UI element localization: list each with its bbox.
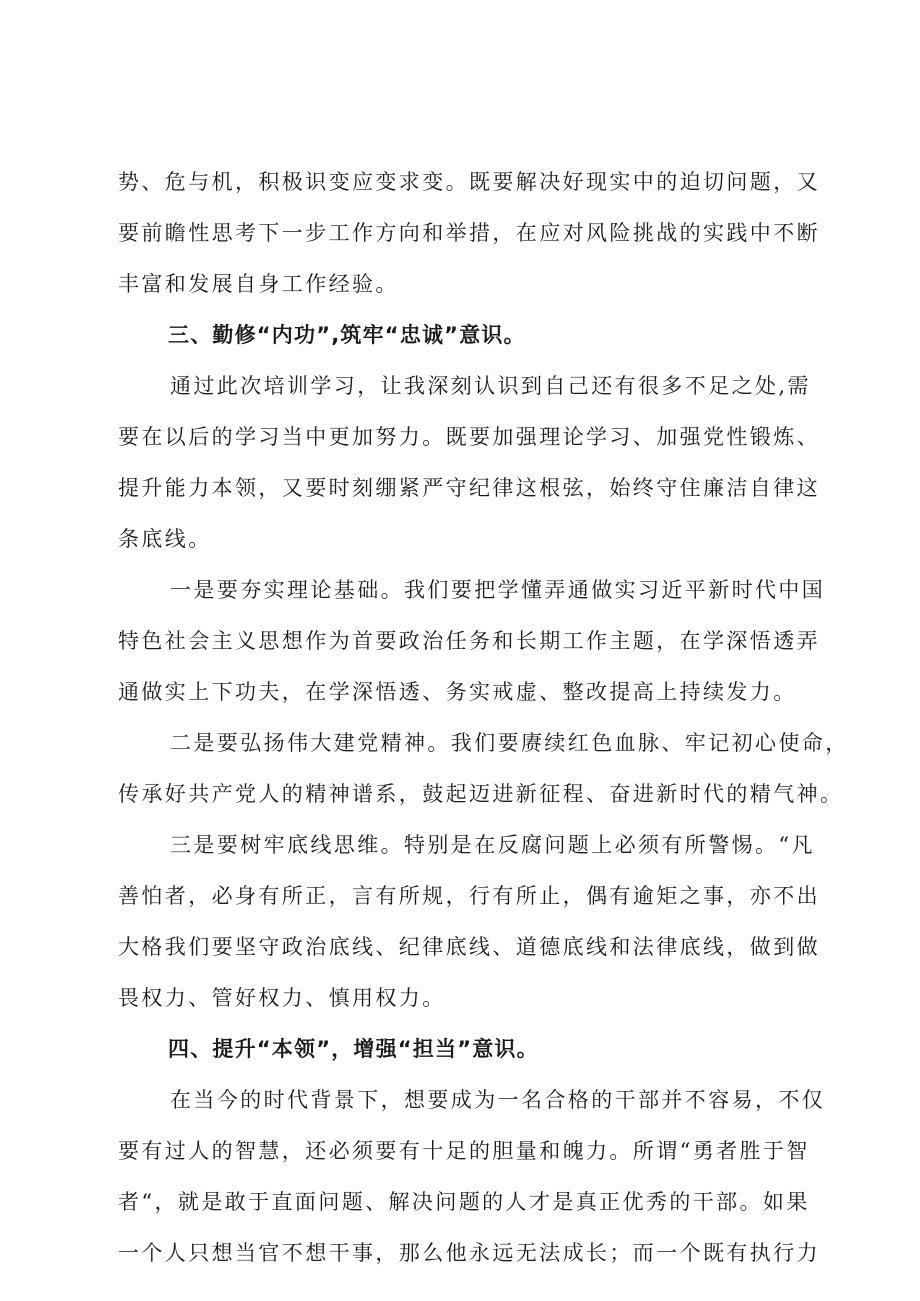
paragraph-one-line-2: 特色社会主义思想作为首要政治任务和长期工作主题，在学深悟透弄	[118, 629, 820, 653]
paragraph-cadre-line-1: 在当今的时代背景下，想要成为一名合格的干部并不容易，不仅	[170, 1088, 826, 1112]
section-heading-4: 四、提升“本领”，增强“担当”意识。	[168, 1037, 539, 1061]
paragraph-cadre-line-3: 者“，就是敢于直面问题、解决问题的人才是真正优秀的干部。如果	[118, 1190, 810, 1214]
paragraph-three-line-4: 畏权力、管好权力、慎用权力。	[118, 986, 446, 1010]
paragraph-intro-line-1: 势、危与机，积极识变应变求变。既要解决好现实中的迫切问题，又	[118, 170, 820, 194]
paragraph-study-line-2: 要在以后的学习当中更加努力。既要加强理论学习、加强党性锻炼、	[118, 425, 820, 449]
paragraph-three-line-3: 大格我们要坚守政治底线、纪律底线、道德底线和法律底线，做到做	[118, 935, 820, 959]
section-heading-3: 三、勤修“内功”,筑牢“忠诚”意识。	[168, 323, 526, 347]
paragraph-two-line-1: 二是要弘扬伟大建党精神。我们要赓续红色血脉、牢记初心使命，	[170, 731, 849, 755]
paragraph-one-line-3: 通做实上下功夫，在学深悟透、务实戒虚、整改提高上持续发力。	[118, 680, 797, 704]
paragraph-three-line-2: 善怕者，必身有所正，言有所规，行有所止，偶有逾矩之事，亦不出	[118, 884, 820, 908]
paragraph-three-line-1: 三是要树牢底线思维。特别是在反腐问题上必须有所警惕。“凡	[170, 833, 815, 857]
paragraph-study-line-3: 提升能力本领，又要时刻绷紧严守纪律这根弦，始终守住廉洁自律这	[118, 476, 820, 500]
paragraph-one-line-1: 一是要夯实理论基础。我们要把学懂弄通做实习近平新时代中国	[170, 578, 826, 602]
paragraph-intro-line-3: 丰富和发展自身工作经验。	[118, 272, 399, 296]
paragraph-cadre-line-4: 一个人只想当官不想干事，那么他永远无法成长；而一个既有执行力	[118, 1241, 820, 1265]
paragraph-intro-line-2: 要前瞻性思考下一步工作方向和举措，在应对风险挑战的实践中不断	[118, 221, 820, 245]
paragraph-study-line-4: 条底线。	[118, 527, 212, 551]
paragraph-two-line-2: 传承好共产党人的精神谱系，鼓起迈进新征程、奋进新时代的精气神。	[118, 782, 844, 806]
paragraph-cadre-line-2: 要有过人的智慧，还必须要有十足的胆量和魄力。所谓“勇者胜于智	[118, 1139, 810, 1163]
paragraph-study-line-1: 通过此次培训学习，让我深刻认识到自己还有很多不足之处,需	[170, 374, 811, 398]
